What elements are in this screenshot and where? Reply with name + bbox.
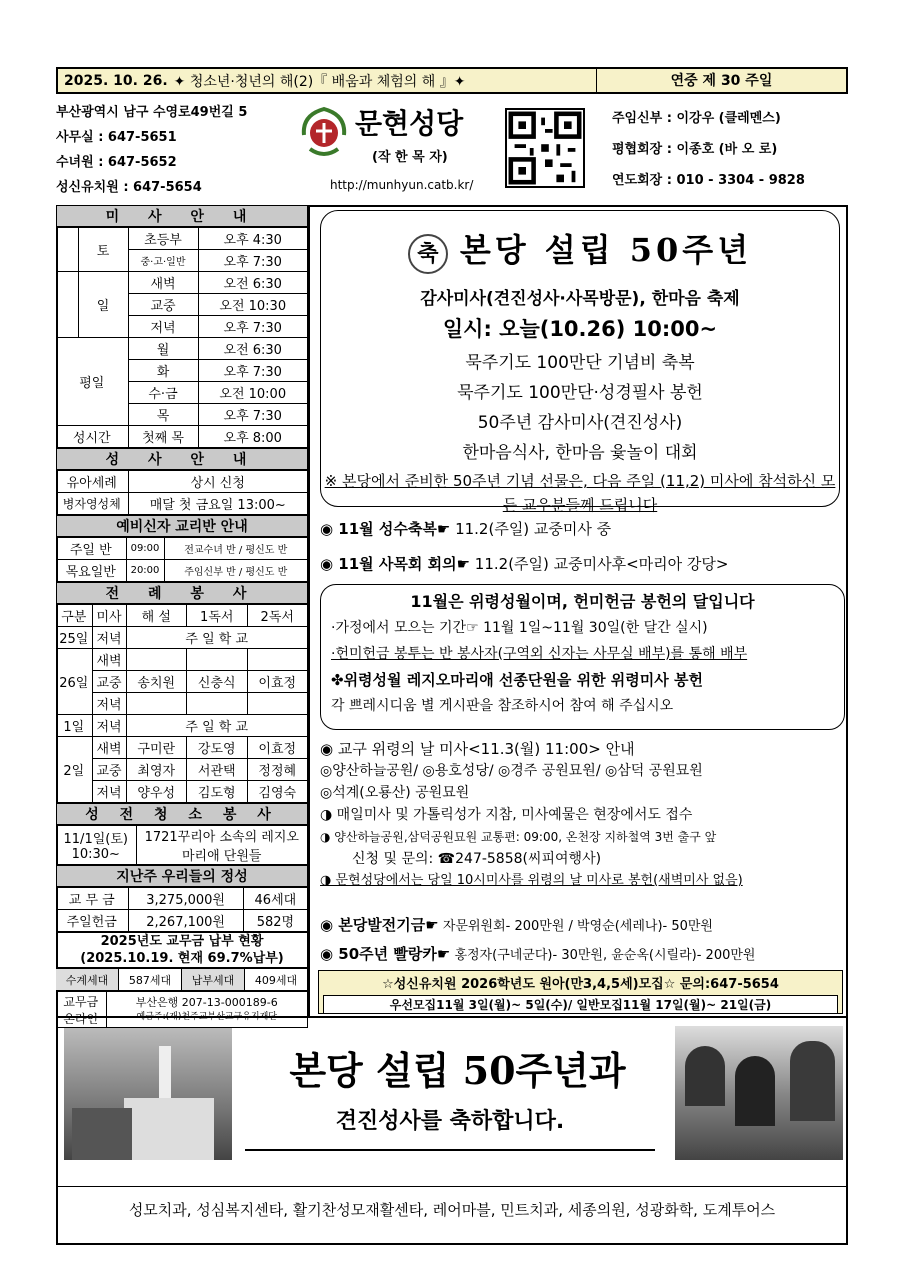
sacrament-label: 유아세례 (56, 471, 128, 493)
convent-phone: 수녀원 : 647-5652 (56, 155, 177, 170)
kindergarten-schedule: 우선모집11월 3일(월)~ 5일(수)/ 일반모집11월 17일(월)~ 21일(금) (323, 995, 838, 1014)
status-label: 수계세대 (56, 969, 119, 991)
development-fund (320, 914, 713, 935)
catechumen-table (56, 537, 308, 582)
staff-info (612, 103, 805, 196)
service-person: 양우성 (126, 781, 187, 803)
service-day: 26일 (56, 649, 92, 715)
holy-hour-label: 성시간 (56, 426, 128, 448)
sunday-label: 일 (78, 272, 128, 338)
council-meeting-item (320, 553, 728, 574)
church-logo-icon (300, 105, 348, 161)
banner-title: 본당 설립 50주년과 (289, 1048, 626, 1093)
diocese-memorial (320, 738, 845, 892)
mass-title: 미 사 안 내 (56, 205, 308, 227)
diocese-line: ◎석계(오룡산) 공원묘원 (320, 785, 470, 801)
fund-detail: 자문위원회- 200만원 / 박영순(세레나)- 50만원 (438, 919, 713, 934)
anniversary-subtitle: 감사미사(견진성사·사목방문), 한마음 축제 (420, 289, 740, 309)
service-person: 이효정 (247, 737, 308, 759)
kindergarten-notice (318, 970, 843, 1014)
website-url[interactable]: http://munhyun.catb.kr/ (330, 178, 474, 192)
status-box (56, 932, 308, 968)
service-mass: 새벽 (92, 649, 126, 671)
mass-time: 오후 7:30 (198, 316, 308, 338)
mass-slot: 초등부 (128, 228, 198, 250)
service-mass: 새벽 (92, 737, 126, 759)
service-mass: 저녁 (92, 627, 126, 649)
service-day: 25일 (56, 627, 92, 649)
saturday-label: 토 (78, 228, 128, 272)
november-line: ·헌미헌금 봉투는 반 봉사자(구역외 신자는 사무실 배부)를 통해 배부 (331, 646, 748, 662)
offering-label: 교 무 금 (56, 888, 128, 910)
class-desc: 전교수녀 반 / 평신도 반 (164, 538, 308, 560)
class-time: 20:00 (126, 560, 164, 582)
service-note: 주 일 학 교 (126, 627, 308, 649)
service-person: 송치원 (126, 671, 187, 693)
mass-time: 오후 4:30 (198, 228, 308, 250)
diocese-title: ◉ 교구 위령의 날 미사<11.3(월) 11:00> 안내 (320, 740, 635, 758)
item-label: ◉ 11월 성수축복☛ (320, 520, 451, 538)
anniversary-box (320, 210, 840, 514)
anniversary-note: ※ 본당에서 준비한 50주년 기념 선물은, 다음 주일 (11,2) 미사에 참석하신 모든 교우분들께 드립니다 (324, 472, 836, 514)
church-building-photo (64, 1028, 232, 1160)
service-day: 2일 (56, 737, 92, 803)
sacrament-label: 병자영성체 (56, 493, 128, 515)
service-person: 구미란 (126, 737, 187, 759)
anniversary-line: 묵주기도 100만단 기념비 축복 (465, 353, 695, 373)
service-header: 2독서 (247, 605, 308, 627)
sacrament-value: 상시 신청 (128, 471, 308, 493)
fund-label: ◉ 본당발전기금☛ (320, 916, 439, 934)
weekday-label: 평일 (56, 338, 128, 426)
mass-time: 오전 6:30 (198, 272, 308, 294)
service-mass: 교중 (92, 759, 126, 781)
qr-code-icon[interactable] (505, 108, 585, 188)
funeral-chair: 연도회장 : 010 - 3304 - 9828 (612, 173, 805, 188)
status-table (56, 968, 308, 991)
status-value: 409세대 (245, 969, 308, 991)
liturgical-week: 연중 제 30 주일 (596, 69, 846, 92)
service-person: 서관택 (187, 759, 248, 781)
service-person: 이효정 (247, 671, 308, 693)
class-label: 주일 반 (56, 538, 126, 560)
mass-time: 오후 7:30 (198, 404, 308, 426)
fund-label: ◉ 50주년 빨랑카☛ (320, 945, 451, 963)
service-mass: 저녁 (92, 715, 126, 737)
kinder-phone: 성신유치원 : 647-5654 (56, 180, 202, 195)
service-person: 최영자 (126, 759, 187, 781)
mass-slot: 저녁 (128, 316, 198, 338)
anniversary-title (321, 225, 839, 274)
mass-time: 오후 8:00 (198, 426, 308, 448)
service-person: 강도영 (187, 737, 248, 759)
diocese-line: ◑ 매일미사 및 가톨릭성가 지참, 미사예물은 현장에서도 접수 (320, 807, 693, 823)
service-person: 신충식 (187, 671, 248, 693)
offering-count: 46세대 (243, 888, 307, 910)
mass-slot: 새벽 (128, 272, 198, 294)
anniversary-line: 한마음식사, 한마음 윷놀이 대회 (462, 443, 698, 463)
november-heading: 11월은 위령성월이며, 헌미헌금 봉헌의 달입니다 (410, 592, 755, 611)
class-desc: 주임신부 반 / 평신도 반 (164, 560, 308, 582)
offering-table (56, 887, 308, 932)
sacrament-value: 매달 첫 금요일 13:00~ (128, 493, 308, 515)
issue-date: 2025. 10. 26. (64, 72, 168, 89)
church-name: 문현성당 (355, 107, 464, 140)
mass-time: 오전 10:00 (198, 382, 308, 404)
offering-count: 582명 (243, 910, 307, 932)
item-detail: 11.2(주일) 교중미사 중 (450, 520, 612, 538)
address: 부산광역시 남구 수영로49번길 5 (56, 105, 248, 120)
palanca-fund (320, 943, 755, 964)
item-label: ◉ 11월 사목회 회의☛ (320, 555, 471, 573)
service-mass: 교중 (92, 671, 126, 693)
diocese-line: ◑ 문현성당에서는 당일 10시미사를 위령의 날 미사로 봉헌(새벽미사 없음) (320, 873, 743, 888)
november-line: ·가정에서 모으는 기간☞ 11월 1일~11월 30일(한 달간 실시) (331, 620, 708, 636)
november-line: ✤위령성월 레지오마리애 선종단원을 위한 위령미사 봉헌 (331, 671, 703, 689)
bank-table (56, 991, 308, 1028)
mass-table (56, 227, 308, 448)
pastor: 주임신부 : 이강우 (클레멘스) (612, 111, 781, 126)
fund-detail: 홍정자(구네군다)- 30만원, 윤순옥(시릴라)- 200만원 (450, 948, 756, 963)
service-note: 주 일 학 교 (126, 715, 308, 737)
sacrament-title: 성 사 안 내 (56, 448, 308, 470)
service-day: 1일 (56, 715, 92, 737)
service-header: 구분 (56, 605, 92, 627)
holy-water-item (320, 518, 611, 539)
catechumen-title: 예비신자 교리반 안내 (56, 515, 308, 537)
cleaning-title: 성 전 청 소 봉 사 (56, 803, 308, 825)
mass-slot: 수·금 (128, 382, 198, 404)
council-president: 평협회장 : 이종호 (바 오 로) (612, 142, 778, 157)
cleaning-table (56, 825, 308, 865)
anniversary-title-text: 본당 설립 50주년 (459, 231, 753, 269)
banner-subtitle: 견진성사를 축하합니다. (245, 1104, 655, 1151)
service-title: 전 례 봉 사 (56, 582, 308, 604)
anniversary-line: 묵주기도 100만단·성경필사 봉헌 (457, 383, 703, 403)
office-phone: 사무실 : 647-5651 (56, 130, 177, 145)
class-label: 목요일반 (56, 560, 126, 582)
bank-account: 부산은행 207-13-000189-6 (135, 995, 278, 1009)
service-header: 해 설 (126, 605, 187, 627)
offering-amount: 2,267,100원 (128, 910, 243, 932)
diocese-line: ◎양산하늘공원/ ◎용호성당/ ◎경주 공원묘원/ ◎삼덕 공원묘원 (320, 763, 703, 779)
kindergarten-title: ☆성신유치원 2026학년도 원아(만3,4,5세)모집☆ 문의:647-5654 (382, 977, 779, 992)
offering-amount: 3,275,000원 (128, 888, 243, 910)
status-value: 587세대 (119, 969, 182, 991)
status-title: 2025년도 교무금 납부 현황 (100, 934, 264, 949)
top-bar (56, 67, 848, 94)
november-line: 각 쁘레시디움 별 게시판을 참조하시어 참여 해 주십시오 (331, 698, 674, 714)
mass-slot: 첫째 목 (128, 426, 198, 448)
cleaning-desc: 1721꾸리아 소속의 레지오마리애 단원들 (136, 826, 308, 865)
status-subtitle: (2025.10.19. 현재 69.7%납부) (80, 951, 284, 966)
service-person: 정정혜 (247, 759, 308, 781)
mass-slot: 중·고·일반 (128, 250, 198, 272)
offering-label: 주일헌금 (56, 910, 128, 932)
service-person: 김영숙 (247, 781, 308, 803)
mass-time: 오후 7:30 (198, 360, 308, 382)
mass-slot: 화 (128, 360, 198, 382)
service-mass: 저녁 (92, 781, 126, 803)
mass-time: 오전 6:30 (198, 338, 308, 360)
sponsor-list: 성모치과, 성심복지센타, 활기찬성모재활센타, 레어마블, 민트치과, 세종의원, 성광화학, 도계투어스 (56, 1186, 848, 1220)
cleaning-date: 11/1일(토) 10:30~ (56, 826, 136, 865)
anniversary-line: 50주년 감사미사(견진성사) (477, 413, 683, 433)
anniversary-time: 일시: 오늘(10.26) 10:00~ (442, 317, 718, 341)
groundbreaking-photo (675, 1026, 843, 1160)
contact-info (56, 100, 247, 200)
mass-slot: 월 (128, 338, 198, 360)
year-theme: ✦ 청소년·청년의 해(2)『 배움과 체험의 해 』✦ (173, 73, 466, 90)
account-holder: 예금주:(재)천주교부산교구유지재단 (136, 1011, 277, 1022)
bank-label: 교무금 온라인 (56, 992, 106, 1028)
service-table (56, 604, 308, 803)
class-time: 09:00 (126, 538, 164, 560)
november-box (320, 584, 845, 730)
item-detail: 11.2(주일) 교중미사후<마리아 강당> (470, 555, 729, 573)
mass-slot: 목 (128, 404, 198, 426)
church-subtitle: (작 한 목 자) (372, 150, 448, 165)
status-label: 납부세대 (181, 969, 244, 991)
left-column (56, 205, 310, 1026)
mass-slot: 교중 (128, 294, 198, 316)
service-person: 김도형 (187, 781, 248, 803)
celebration-badge-icon: 축 (408, 234, 448, 274)
service-mass: 저녁 (92, 693, 126, 715)
mass-time: 오전 10:30 (198, 294, 308, 316)
diocese-line: ◑ 양산하늘공원,삼덕공원묘원 교통편: 09:00, 온천장 지하철역 3번 출구 앞 (320, 830, 717, 844)
sacrament-table (56, 470, 308, 515)
service-header: 1독서 (187, 605, 248, 627)
diocese-line: 신청 및 문의: ☎247-5858(씨피여행사) (352, 851, 602, 867)
service-header: 미사 (92, 605, 126, 627)
mass-time: 오후 7:30 (198, 250, 308, 272)
offering-title: 지난주 우리들의 정성 (56, 865, 308, 887)
